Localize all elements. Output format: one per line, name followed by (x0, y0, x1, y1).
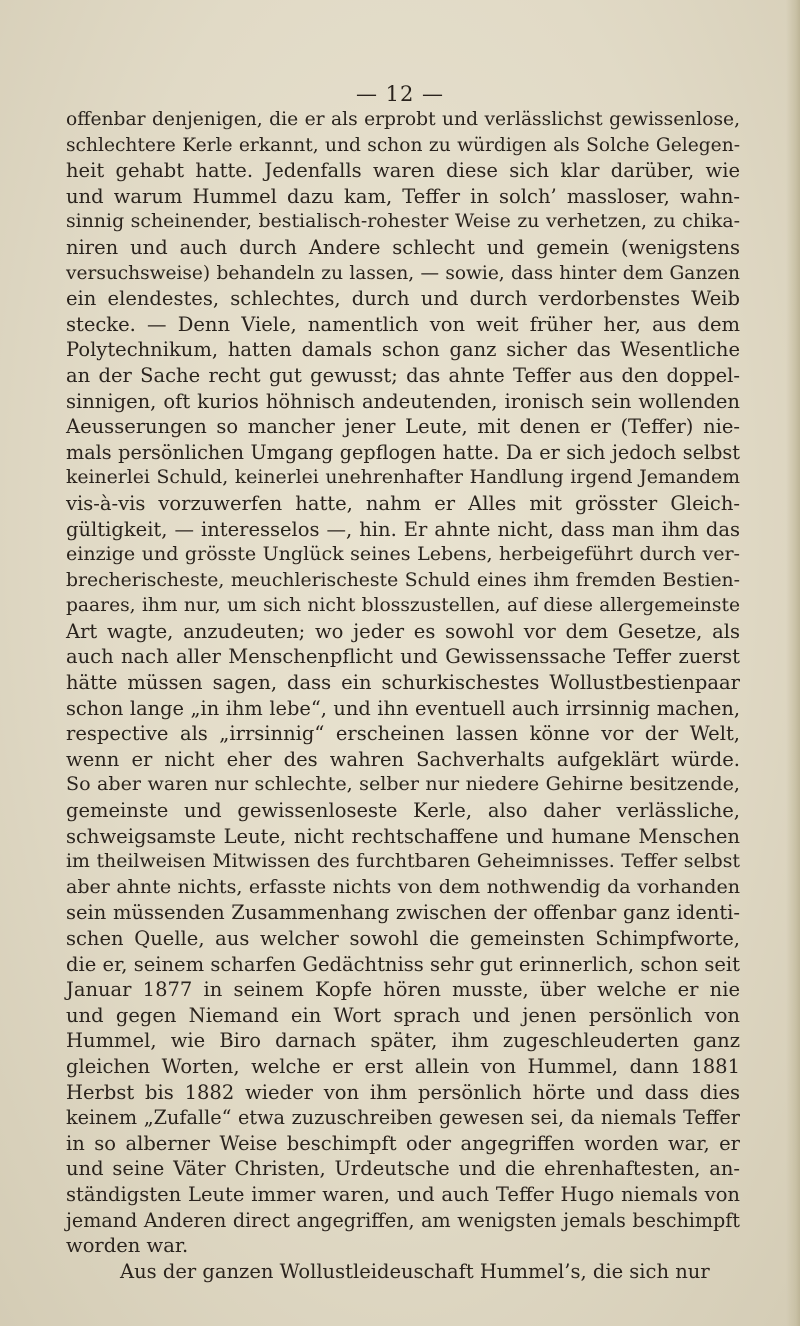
text-line: im theilweisen Mitwissen des furchtbaren Geheimnisses. Teffer selbst (66, 850, 740, 873)
text-line: sein müssenden Zusammenhang zwischen der offenbar ganz identi- (66, 901, 740, 925)
text-line: heit gehabt hatte. Jedenfalls waren diese sich klar darüber, wie (66, 159, 740, 183)
text-line: Art wagte, anzudeuten; wo jeder es sowohl vor dem Gesetze, als (66, 619, 740, 643)
text-line: die er, seinem scharfen Gedächtniss sehr gut erinnerlich, schon seit (66, 952, 740, 976)
text-line: ein elendestes, schlechtes, durch und durch verdorbenstes Weib (66, 287, 740, 311)
text-line: Polytechnikum, hatten damals schon ganz sicher das Wesentliche (66, 338, 740, 362)
text-line: schen Quelle, aus welcher sowohl die gemeinsten Schimpfworte, (66, 927, 740, 950)
text-line: schlechtere Kerle erkannt, und schon zu würdigen als Solche Gelegen- (66, 134, 740, 156)
text-line: jemand Anderen direct angegriffen, am wenigsten jemals beschimpft (66, 1208, 740, 1232)
text-line: an der Sache recht gut gewusst; das ahnte Teffer aus den doppel- (66, 363, 740, 387)
text-line: So aber waren nur schlechte, selber nur niedere Gehirne besitzende, (66, 773, 740, 796)
text-line: paares, ihm nur, um sich nicht blosszustellen, auf diese allergemeinste (66, 595, 740, 617)
page-number: — 12 — (355, 82, 445, 106)
text-line: ständigsten Leute immer waren, und auch Teffer Hugo niemals von (66, 1182, 740, 1206)
text-line: Herbst bis 1882 wieder von ihm persönlich hörte und dass dies (66, 1080, 740, 1104)
text-line: respective als „irrsinnig“ erscheinen lassen könne vor der Welt, (66, 722, 740, 746)
text-line: Januar 1877 in seinem Kopfe hören musste, über welche er nie (66, 978, 740, 1002)
text-line: gültigkeit, — interesselos —, hin. Er ahnte nicht, dass man ihm das (66, 517, 740, 541)
text-line: schon lange „in ihm lebe“, und ihn eventuell auch irrsinnig machen, (66, 696, 740, 720)
text-line: vis-à-vis vorzuwerfen hatte, nahm er Alles mit grösster Gleich- (66, 491, 740, 515)
text-line: brecherischeste, meuchlerischeste Schuld eines ihm fremden Bestien- (66, 569, 740, 591)
text-line: aber ahnte nichts, erfasste nichts von dem nothwendig da vorhanden (66, 875, 740, 898)
text-line: Aeusserungen so mancher jener Leute, mit denen er (Teffer) nie- (66, 415, 740, 439)
text-line: gleichen Worten, welche er erst allein von Hummel, dann 1881 (66, 1054, 740, 1078)
text-line: worden war. (66, 1234, 189, 1258)
text-line: sinnig scheinender, bestialisch-rohester Weise zu verhetzen, zu chika- (66, 210, 740, 233)
text-line: versuchsweise) behandeln zu lassen, — sowie, dass hinter dem Ganzen (66, 262, 740, 284)
text-line: keinem „Zufalle“ etwa zuzuschreiben gewesen sei, da niemals Teffer (66, 1106, 740, 1130)
text-line: keinerlei Schuld, keinerlei unehrenhafter Handlung irgend Jemandem (66, 467, 740, 489)
text-line: schweigsamste Leute, nicht rechtschaffene und humane Menschen (66, 824, 740, 848)
text-line: hätte müssen sagen, dass ein schurkischestes Wollustbestienpaar (66, 671, 740, 695)
text-line: und warum Hummel dazu kam, Teffer in solch’ massloser, wahn- (66, 184, 740, 208)
text-line: Hummel, wie Biro darnach später, ihm zugeschleuderten ganz (66, 1029, 740, 1053)
text-line: stecke. — Denn Viele, namentlich von weit früher her, aus dem (66, 312, 740, 336)
text-line: wenn er nicht eher des wahren Sachverhalts aufgeklärt würde. (66, 747, 740, 771)
text-line: und seine Väter Christen, Urdeutsche und die ehrenhaftesten, an- (66, 1157, 740, 1181)
text-line: sinnigen, oft kurios höhnisch andeutenden, ironisch sein wollenden (66, 389, 740, 413)
text-line: niren und auch durch Andere schlecht und gemein (wenigstens (66, 235, 740, 259)
text-line: einzige und grösste Unglück seines Lebens, herbeigeführt durch ver- (66, 543, 740, 566)
text-line: auch nach aller Menschenpflicht und Gewissenssache Teffer zuerst (66, 645, 740, 669)
body-text (66, 107, 740, 1284)
text-line: gemeinste und gewissenloseste Kerle, also daher verlässliche, (66, 799, 740, 823)
page-edge (786, 0, 800, 1326)
text-line: in so alberner Weise beschimpft oder angegriffen worden war, er (66, 1131, 740, 1155)
text-line: mals persönlichen Umgang gepflogen hatte. Da er sich jedoch selbst (66, 440, 740, 464)
text-line: und gegen Niemand ein Wort sprach und jenen persönlich von (66, 1003, 740, 1027)
text-line: offenbar denjenigen, die er als erprobt und verlässlichst gewissenlose, (66, 109, 740, 130)
text-line: Aus der ganzen Wollustleideuschaft Hummel’s, die sich nur (120, 1259, 710, 1283)
